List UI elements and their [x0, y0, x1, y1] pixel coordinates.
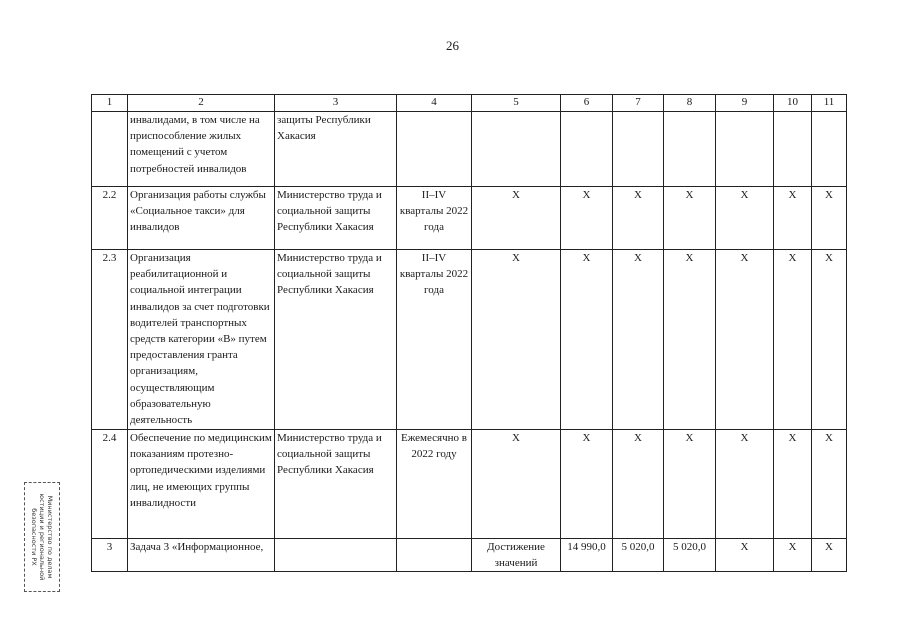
deadline-cell: II–IV кварталы 2022 года	[397, 250, 472, 430]
deadline-cell	[397, 539, 472, 572]
value-cell	[613, 112, 664, 187]
value-cell: Х	[774, 430, 812, 539]
column-number: 5	[472, 95, 561, 112]
stamp-line: Министерство по делам	[46, 495, 54, 579]
value-cell: Х	[812, 539, 847, 572]
responsible-cell: Министерство труда и социальной защиты Республики Хакасия	[275, 430, 397, 539]
value-cell: Х	[664, 187, 716, 250]
result-cell	[472, 112, 561, 187]
value-cell: Х	[613, 187, 664, 250]
result-cell: Х	[472, 187, 561, 250]
measure-name-cell: инвалидами, в том числе на приспособление жилых помещений с учетом потребностей инвалидов	[128, 112, 275, 187]
value-cell: Х	[664, 250, 716, 430]
table-row	[92, 187, 847, 250]
value-cell: Х	[716, 187, 774, 250]
value-cell	[716, 112, 774, 187]
stamp-line: безопасности РХ	[30, 508, 38, 566]
row-number-cell	[92, 112, 128, 187]
value-cell: Х	[561, 430, 613, 539]
deadline-cell: Ежемесячно в 2022 году	[397, 430, 472, 539]
value-cell: Х	[561, 187, 613, 250]
result-cell: Х	[472, 250, 561, 430]
column-number: 1	[92, 95, 128, 112]
value-cell	[812, 112, 847, 187]
measure-name-cell: Организация реабилитационной и социальной интеграции инвалидов за счет подготовки водителей транспортных средств категории «В» путем предоставления гранта организациям, осуществляющим образовательную деятельность	[128, 250, 275, 430]
responsible-cell: Министерство труда и социальной защиты Республики Хакасия	[275, 187, 397, 250]
responsible-cell: Министерство труда и социальной защиты Республики Хакасия	[275, 250, 397, 430]
value-cell: Х	[812, 187, 847, 250]
column-number: 7	[613, 95, 664, 112]
stamp-text	[30, 483, 54, 591]
value-cell: Х	[716, 250, 774, 430]
column-number: 2	[128, 95, 275, 112]
measure-name-cell: Организация работы службы «Социальное такси» для инвалидов	[128, 187, 275, 250]
deadline-cell	[397, 112, 472, 187]
column-number: 10	[774, 95, 812, 112]
result-cell: Х	[472, 430, 561, 539]
table-row	[92, 430, 847, 539]
table-row	[92, 112, 847, 187]
value-cell: Х	[561, 250, 613, 430]
column-number: 4	[397, 95, 472, 112]
value-cell: Х	[716, 539, 774, 572]
value-cell: Х	[613, 430, 664, 539]
value-cell: Х	[774, 250, 812, 430]
column-number: 6	[561, 95, 613, 112]
column-number: 8	[664, 95, 716, 112]
deadline-cell: II–IV кварталы 2022 года	[397, 187, 472, 250]
value-cell: 14 990,0	[561, 539, 613, 572]
column-number: 9	[716, 95, 774, 112]
plan-table	[91, 94, 847, 572]
responsible-cell	[275, 539, 397, 572]
value-cell	[774, 112, 812, 187]
row-number-cell: 2.2	[92, 187, 128, 250]
measure-name-cell: Обеспечение по медицинским показаниям протезно-ортопедическими изделиями лиц, не имеющих группы инвалидности	[128, 430, 275, 539]
column-number-row	[92, 95, 847, 112]
responsible-cell: защиты Республики Хакасия	[275, 112, 397, 187]
column-number: 11	[812, 95, 847, 112]
stamp-line: юстиции и региональной	[38, 493, 46, 581]
value-cell: Х	[716, 430, 774, 539]
value-cell: Х	[774, 539, 812, 572]
page-number: 26	[446, 38, 459, 53]
row-number-cell: 3	[92, 539, 128, 572]
value-cell	[664, 112, 716, 187]
value-cell: Х	[812, 250, 847, 430]
registration-stamp	[24, 482, 60, 592]
value-cell: 5 020,0	[613, 539, 664, 572]
result-cell: Достижение значений	[472, 539, 561, 572]
value-cell: Х	[664, 430, 716, 539]
value-cell: Х	[812, 430, 847, 539]
row-number-cell: 2.4	[92, 430, 128, 539]
value-cell: Х	[613, 250, 664, 430]
table-row	[92, 250, 847, 430]
value-cell: Х	[774, 187, 812, 250]
measure-name-cell: Задача 3 «Информационное,	[128, 539, 275, 572]
value-cell: 5 020,0	[664, 539, 716, 572]
value-cell	[561, 112, 613, 187]
column-number: 3	[275, 95, 397, 112]
row-number-cell: 2.3	[92, 250, 128, 430]
table-row	[92, 539, 847, 572]
